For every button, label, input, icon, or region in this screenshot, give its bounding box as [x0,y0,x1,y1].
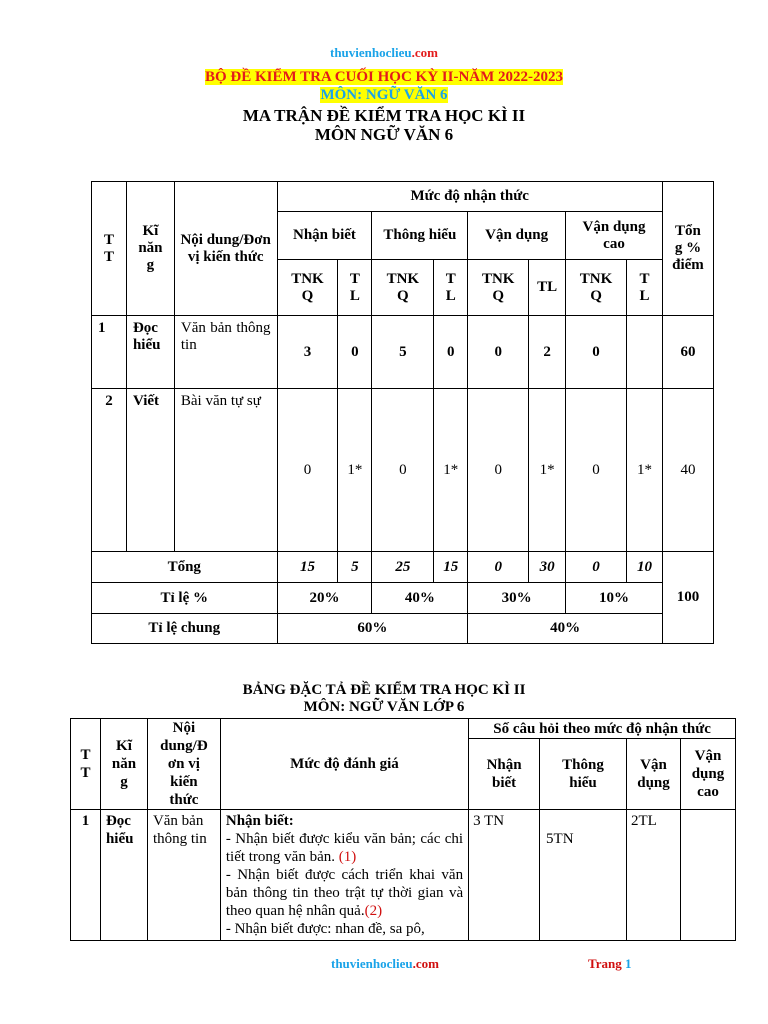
q-apply: 2TL [627,810,681,941]
spec-row-assess [220,810,468,941]
general-cell: 40% [468,614,663,644]
general-label: Tỉ lệ chung [92,614,278,644]
col-skill-header: Kĩ năn g [126,182,174,316]
spec-col-tt: T T [71,719,101,810]
cell: 2 [529,316,566,389]
spec-heading: BẢNG ĐẶC TẢ ĐỀ KIỂM TRA HỌC KÌ II [242,682,526,698]
cell: 3 [277,316,338,389]
subcol: TNK Q [468,260,529,316]
col-tt-header: T T [92,182,127,316]
col-total-header: Tổn g % điểm [662,182,713,316]
cell: 0 [338,316,372,389]
matrix-subheading: MÔN NGỮ VĂN 6 [314,125,454,144]
page-number-value: 1 [624,956,632,971]
row-skill: Viết [126,389,174,552]
row-total: 40 [662,389,713,552]
row-skill: Đọc hiểu [126,316,174,389]
spec-row-skill: Đọc hiểu [100,810,147,941]
cell: 1* [529,389,566,552]
assess-ref: (1) [338,849,357,865]
q-level: Nhận biết [469,739,540,810]
row-tt: 2 [92,389,127,552]
ratio-cell: 10% [566,583,663,614]
brand-domain: .com [411,45,438,60]
brand-name: thuvienhoclieu [330,45,412,60]
q-understand [540,810,627,941]
q-apply-high [680,810,735,941]
page-number [588,956,631,972]
q-level: Vận dụng [627,739,681,810]
cell [626,316,662,389]
subcol: TNK Q [372,260,434,316]
footer-brand-domain: .com [412,956,439,971]
table-row [71,810,736,941]
footer-brand-name: thuvienhoclieu [331,956,413,971]
title-line2: MÔN: NGỮ VĂN 6 [320,87,448,103]
cell: 1* [338,389,372,552]
sum-cell: 25 [372,552,434,583]
sum-cell: 30 [529,552,566,583]
subcol: T L [338,260,372,316]
q-recognize: 3 TN [469,810,540,941]
spec-col-assess: Mức độ đánh giá [220,719,468,810]
row-total: 60 [662,316,713,389]
table-row [92,389,714,552]
assess-item-text: - Nhận biết được cách triển khai văn bản thông tin theo trật tự thời gian và theo quan hệ nhân quả. [225,867,464,919]
cell: 0 [434,316,468,389]
document-subtitle [0,87,768,104]
document-title [0,69,768,86]
sum-cell: 15 [434,552,468,583]
ratio-cell: 20% [277,583,372,614]
ratio-cell: 40% [372,583,468,614]
assess-ref: (2) [364,903,383,919]
row-tt: 1 [92,316,127,389]
cell: 1* [434,389,468,552]
assess-item-text: - Nhận biết được kiểu văn bản; các chi tiết trong văn bản. [225,831,464,865]
matrix-table [91,181,714,644]
footer-brand [331,956,439,972]
subcol: T L [434,260,468,316]
assess-item [226,866,463,920]
assess-title: Nhận biết: [225,813,294,829]
sum-cell: 0 [468,552,529,583]
row-content: Bài văn tự sự [174,389,277,552]
cell: 0 [372,389,434,552]
ratio-label: Tỉ lệ % [92,583,278,614]
general-row [92,614,714,644]
cell: 0 [277,389,338,552]
subcol: TNK Q [566,260,627,316]
level-understand: Thông hiểu [372,212,468,260]
ratio-cell: 30% [468,583,566,614]
subcol: TL [529,260,566,316]
assess-item [226,830,463,866]
cell: 0 [468,389,529,552]
spec-col-skill: Kĩ năn g [100,719,147,810]
level-recognize: Nhận biết [277,212,372,260]
level-apply-high: Vận dụng cao [566,212,663,260]
spec-row-tt: 1 [71,810,101,941]
q-understand-value: 5TN [546,831,574,847]
spec-table [70,718,736,941]
title-line1: BỘ ĐỀ KIỂM TRA CUỐI HỌC KỲ II-NĂM 2022-2023 [204,69,564,85]
col-content-header: Nội dung/Đơn vị kiến thức [174,182,277,316]
general-cell: 60% [277,614,468,644]
page-label: Trang [588,956,622,971]
header-brand [0,45,768,61]
spec-col-content: Nội dung/Đ ơn vị kiến thức [147,719,220,810]
level-header: Mức độ nhận thức [277,182,662,212]
row-content-text: Văn bản thông tin [180,320,271,353]
assess-item: - Nhận biết được: nhan đề, sa pô, [225,921,425,937]
sum-cell: 10 [626,552,662,583]
row-content [174,316,277,389]
spec-subheading: MÔN: NGỮ VĂN LỚP 6 [303,699,465,715]
table-row [92,316,714,389]
sum-label: Tổng [92,552,278,583]
ratio-total: 100 [662,552,713,644]
subcol: T L [626,260,662,316]
cell: 0 [566,389,627,552]
sum-cell: 15 [277,552,338,583]
cell: 1* [626,389,662,552]
spec-row-content: Văn bản thông tin [147,810,220,941]
sum-cell: 5 [338,552,372,583]
cell: 0 [468,316,529,389]
q-level: Vận dụng cao [680,739,735,810]
sum-row [92,552,714,583]
q-level: Thông hiểu [540,739,627,810]
spec-col-questions: Số câu hỏi theo mức độ nhận thức [469,719,736,739]
level-apply: Vận dụng [468,212,566,260]
sum-cell: 0 [566,552,627,583]
cell: 0 [566,316,627,389]
subcol: TNK Q [277,260,338,316]
matrix-heading: MA TRẬN ĐỀ KIỂM TRA HỌC KÌ II [242,106,526,125]
cell: 5 [372,316,434,389]
ratio-row [92,583,714,614]
